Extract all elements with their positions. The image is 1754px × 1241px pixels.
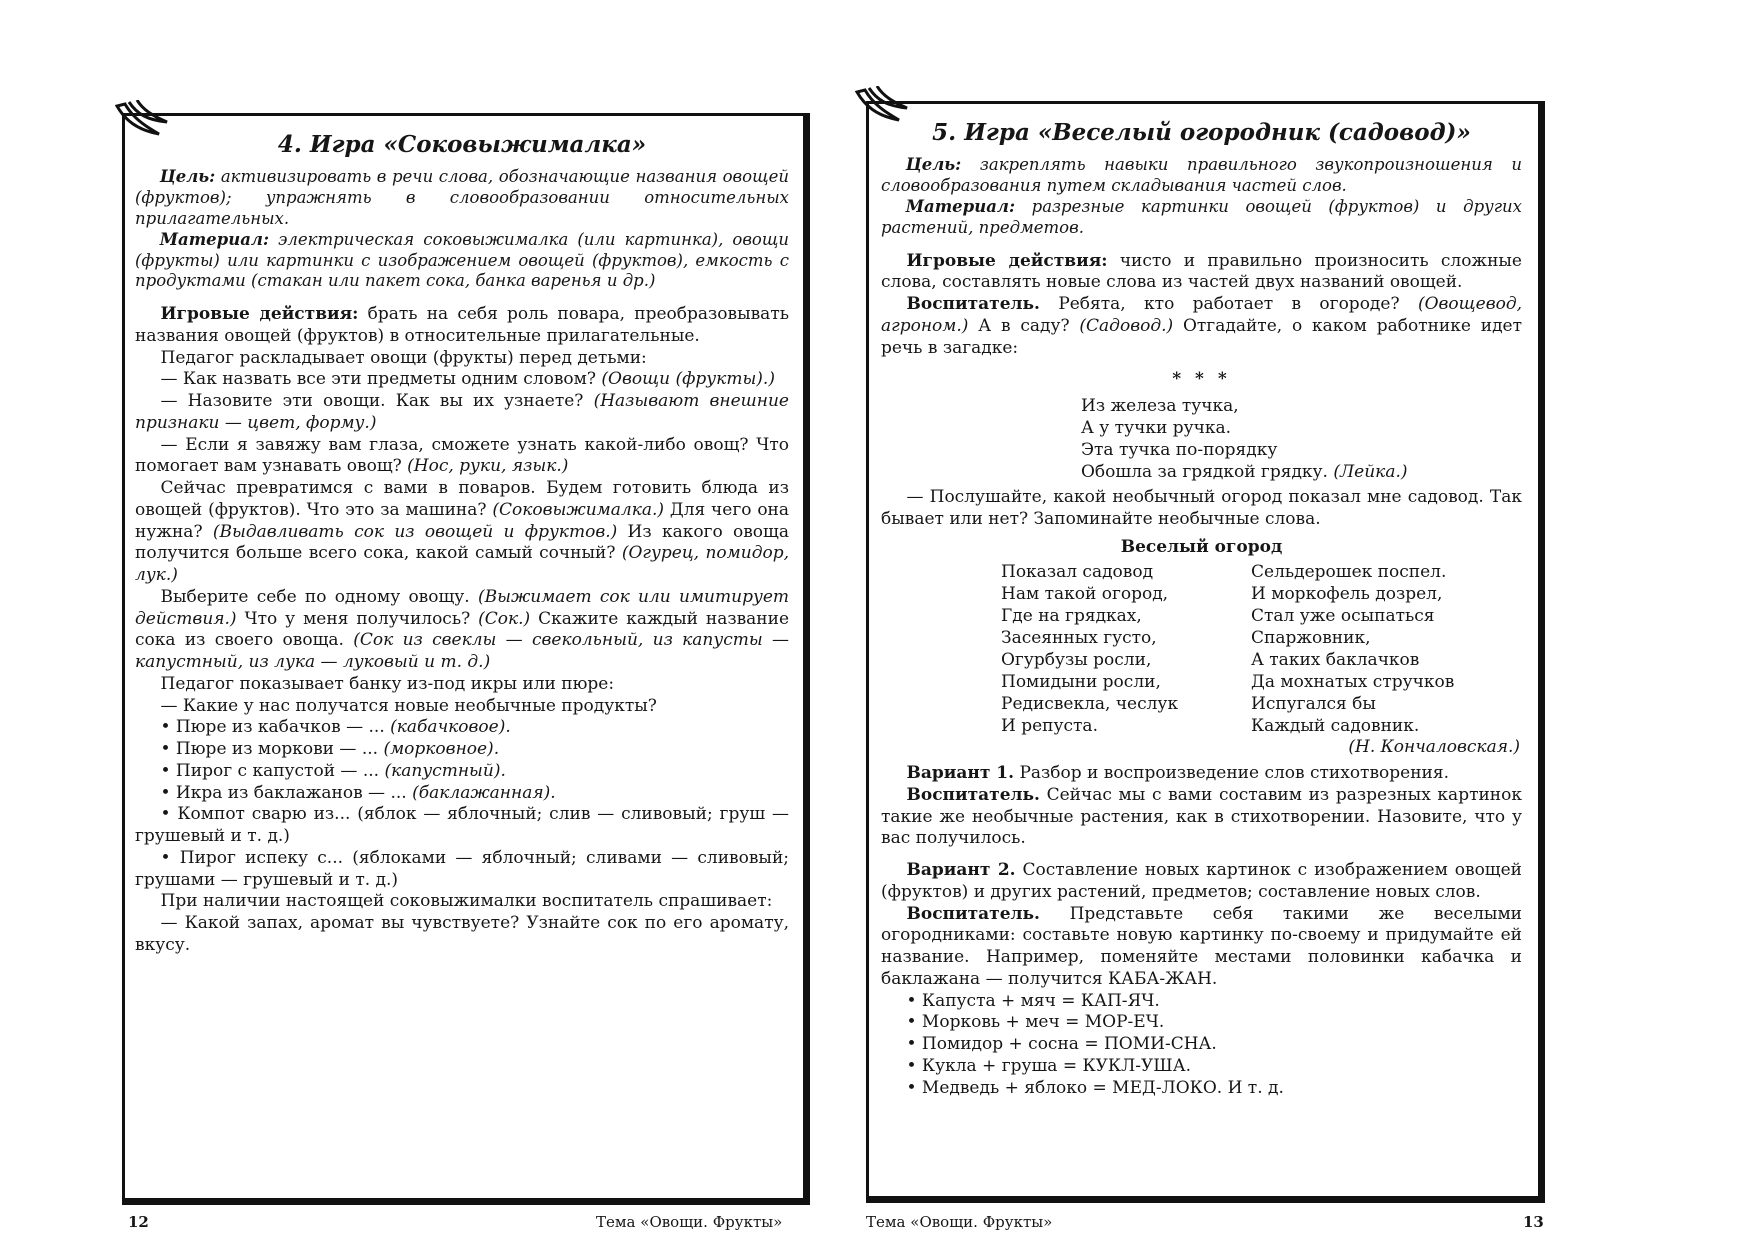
riddle-answer: (Лейка.) xyxy=(1333,462,1408,483)
goal-paragraph xyxy=(135,167,789,229)
poem-line: Огурбузы росли, xyxy=(1001,650,1152,671)
text: Отгадайте, о каком работнике идет речь в загадке: xyxy=(881,315,1523,358)
poem-line: Каждый садовник. xyxy=(1251,716,1420,737)
text: Ребята, кто работает в огороде? xyxy=(1058,294,1400,315)
poem-author: (Н. Кончаловская.) xyxy=(1348,737,1520,758)
text: Разбор и воспроизведение слов стихотворения. xyxy=(1019,763,1450,784)
poem-line: Нам такой огород, xyxy=(1001,583,1169,604)
footer-theme-right: Тема «Овощи. Фрукты» xyxy=(866,1213,1053,1231)
bullet-item: • Помидор + сосна = ПОМИ-СНА. xyxy=(906,1034,1217,1055)
game-title: 4. Игра «Соковыжималка» xyxy=(277,131,647,158)
poem-line: И репуста. xyxy=(1001,716,1098,737)
material-label: Материал: xyxy=(159,229,270,249)
goal-label: Цель: xyxy=(905,155,962,175)
text-paragraph: Педагог показывает банку из-под икры или пюре: xyxy=(160,673,615,694)
dialogue-line xyxy=(135,435,789,479)
actions-paragraph xyxy=(135,304,789,348)
goal-text: закреплять навыки правильного звукопроизношения и словообразования путем складывания частей слов. xyxy=(881,155,1522,196)
text: • Пюре из кабачков — ... xyxy=(160,717,385,738)
goal-label: Цель: xyxy=(159,167,216,187)
actions-label: Игровые действия: xyxy=(906,250,1108,271)
poem-column-right xyxy=(1251,561,1501,738)
dialogue-text: — Как назвать все эти предметы одним словом? xyxy=(160,369,597,390)
bullet-item xyxy=(135,761,789,783)
text: А в саду? xyxy=(978,315,1070,336)
answer-text: (Сок.) xyxy=(478,608,531,629)
riddle-line: А у тучки ручка. xyxy=(1081,418,1231,439)
bullet-item: • Медведь + яблоко = МЕД-ЛОКО. И т. д. xyxy=(906,1077,1284,1098)
text-paragraph xyxy=(135,587,789,674)
bullet-item: • Морковь + меч = МОР-ЕЧ. xyxy=(906,1012,1165,1033)
teacher-label: Воспитатель. xyxy=(906,784,1040,805)
dialogue-line xyxy=(135,369,789,391)
actions-label: Игровые действия: xyxy=(160,304,359,325)
answer-text: (Садовод.) xyxy=(1079,315,1174,336)
teacher-paragraph xyxy=(881,904,1522,991)
dialogue-line: — Послушайте, какой необычный огород показал мне садовод. Так бывает или нет? Запоминайте необычные слова. xyxy=(881,487,1522,530)
poem-line: Помидыни росли, xyxy=(1001,672,1161,693)
bullet-item: • Капуста + мяч = КАП-ЯЧ. xyxy=(906,990,1160,1011)
text: Сейчас мы с вами составим из разрезных картинок такие же необычные растения, как в стихотворении. Назовите, что у вас получилось. xyxy=(881,784,1522,849)
poem-line: Редисвекла, чеслук xyxy=(1001,694,1179,715)
actions-text: чисто и правильно произносить сложные слова, составлять новые слова из частей двух названий овощей. xyxy=(881,250,1522,293)
material-paragraph xyxy=(881,197,1522,239)
text: • Пюре из моркови — ... xyxy=(160,739,379,760)
actions-paragraph xyxy=(881,251,1522,295)
poem-column-left xyxy=(1001,561,1251,738)
text-paragraph: Педагог раскладывает овощи (фрукты) перед детьми: xyxy=(160,347,647,368)
text-paragraph xyxy=(135,478,789,587)
teacher-label: Воспитатель. xyxy=(906,294,1040,315)
bullet-item xyxy=(135,717,789,739)
text: Сейчас превратимся с вами в поваров. Будем готовить блюда из овощей (фруктов). Что это за машина? xyxy=(135,478,789,520)
text: • Пирог с капустой — ... xyxy=(160,760,380,781)
poem-line: Где на грядках, xyxy=(1001,605,1142,626)
answer-text: (Сок из свеклы — свекольный, из капусты — капустный, из лука — луковый и т. д.) xyxy=(135,630,790,673)
text: Для чего она нужна? xyxy=(135,499,790,542)
material-label: Материал: xyxy=(905,197,1016,216)
poem-line: А таких баклачков xyxy=(1251,650,1420,671)
poem-line: И моркофель дозрел, xyxy=(1251,583,1443,604)
poem-line: Засеянных густо, xyxy=(1001,627,1157,648)
variant-1 xyxy=(881,763,1522,785)
material-text: электрическая соковыжималка (или картинка), овощи (фрукты) или картинки с изображением овощей (фруктов), емкость с продуктами (стакан или пакет сока, банка варенья и др.) xyxy=(135,229,790,291)
text: Что у меня получилось? xyxy=(244,608,471,629)
variant-label: Вариант 1. xyxy=(906,763,1015,784)
poem-title: Веселый огород xyxy=(1120,536,1283,557)
poem-line: Испугался бы xyxy=(1251,694,1376,715)
riddle-text: Обошла за грядкой грядку. xyxy=(1081,462,1328,483)
answer-text: (Называют внешние признаки — цвет, форму.) xyxy=(135,391,789,433)
poem-line: Спаржовник, xyxy=(1251,627,1371,648)
text: Скажите каждый название сока из своего овоща. xyxy=(135,608,790,651)
bullet-item xyxy=(135,739,789,761)
answer-text: (Выдавливать сок из овощей и фруктов.) xyxy=(212,521,618,542)
text: • Икра из баклажанов — ... xyxy=(160,782,407,803)
bullet-item: • Компот сварю из... (яблок — яблочный; слив — сливовый; груш — грушевый и т. д.) xyxy=(135,804,789,847)
text: Составление новых картинок с изображением овощей (фруктов) и других растений, предметов; составление новых слов. xyxy=(881,860,1522,902)
text-paragraph: При наличии настоящей соковыжималки воспитатель спрашивает: xyxy=(160,891,773,912)
text: Из какого овоща получится больше всего сока, какой самый сочный? xyxy=(135,521,789,564)
bullet-item xyxy=(135,783,789,805)
footer-theme-left: Тема «Овощи. Фрукты» xyxy=(596,1213,783,1231)
answer-text: (Овощи (фрукты).) xyxy=(601,369,775,390)
dialogue-line: — Какой запах, аромат вы чувствуете? Узнайте сок по его аромату, вкусу. xyxy=(135,913,789,955)
material-text: разрезные картинки овощей (фруктов) и других растений, предметов. xyxy=(881,197,1522,237)
poem xyxy=(1001,561,1522,738)
poem-line: Стал уже осыпаться xyxy=(1251,605,1435,626)
actions-text: брать на себя роль повара, преобразовывать названия овощей (фруктов) в относительные прилагательные. xyxy=(135,304,789,346)
goal-text: активизировать в речи слова, обозначающие названия овощей (фруктов); упражнять в словообразовании относительных прилагательных. xyxy=(135,167,789,228)
text: Представьте себя такими же веселыми огородниками: составьте новую картинку по-своему и придумайте ей название. Например, поменяйте местами половинки кабачка и баклажана — получится КАБА-ЖАН. xyxy=(881,903,1523,989)
riddle-line xyxy=(1081,461,1522,483)
teacher-label: Воспитатель. xyxy=(906,903,1040,924)
answer-text: (баклажанная). xyxy=(412,782,556,803)
answer-text: (капустный). xyxy=(384,760,506,781)
answer-text: (Овощевод, агроном.) xyxy=(881,294,1523,336)
teacher-paragraph xyxy=(881,294,1522,359)
goal-paragraph xyxy=(881,155,1522,197)
dialogue-line: — Какие у нас получатся новые необычные продукты? xyxy=(160,695,657,716)
riddle-line: Эта тучка по-порядку xyxy=(1081,440,1278,461)
poem-line: Сельдерошек поспел. xyxy=(1251,561,1447,582)
right-page xyxy=(866,101,1545,1203)
game-title: 5. Игра «Веселый огородник (садовод)» xyxy=(932,119,1471,146)
page-number-left: 12 xyxy=(128,1213,149,1231)
poem-line: Да мохнатых стручков xyxy=(1251,672,1455,693)
bullet-item: • Кукла + груша = КУКЛ-УША. xyxy=(906,1055,1191,1076)
left-page xyxy=(122,113,810,1205)
answer-text: (Нос, руки, язык.) xyxy=(407,456,569,477)
dialogue-line xyxy=(135,391,789,435)
riddle xyxy=(1081,395,1522,483)
stars-divider: * * * xyxy=(1172,369,1231,390)
material-paragraph xyxy=(135,230,789,292)
teacher-paragraph xyxy=(881,785,1522,850)
dialogue-text: — Если я завяжу вам глаза, сможете узнать какой-либо овощ? Что помогает вам узнавать овощ? xyxy=(135,434,789,477)
bullet-item: • Пирог испеку с... (яблоками — яблочный; сливами — сливовый; грушами — грушевый и т. д.) xyxy=(135,847,789,890)
riddle-line: Из железа тучка, xyxy=(1081,396,1239,417)
text: Выберите себе по одному овощу. xyxy=(160,586,470,607)
variant-label: Вариант 2. xyxy=(906,860,1016,881)
dialogue-text: — Назовите эти овощи. Как вы их узнаете? xyxy=(160,391,584,412)
variant-2 xyxy=(881,860,1522,904)
answer-text: (Огурец, помидор, лук.) xyxy=(135,543,789,586)
poem-line: Показал садовод xyxy=(1001,561,1154,582)
answer-text: (кабачковое). xyxy=(390,717,511,738)
page-number-right: 13 xyxy=(1523,1213,1544,1231)
answer-text: (морковное). xyxy=(383,739,500,760)
answer-text: (Выжимает сок или имитирует действия.) xyxy=(135,586,789,629)
answer-text: (Соковыжималка.) xyxy=(492,499,665,520)
